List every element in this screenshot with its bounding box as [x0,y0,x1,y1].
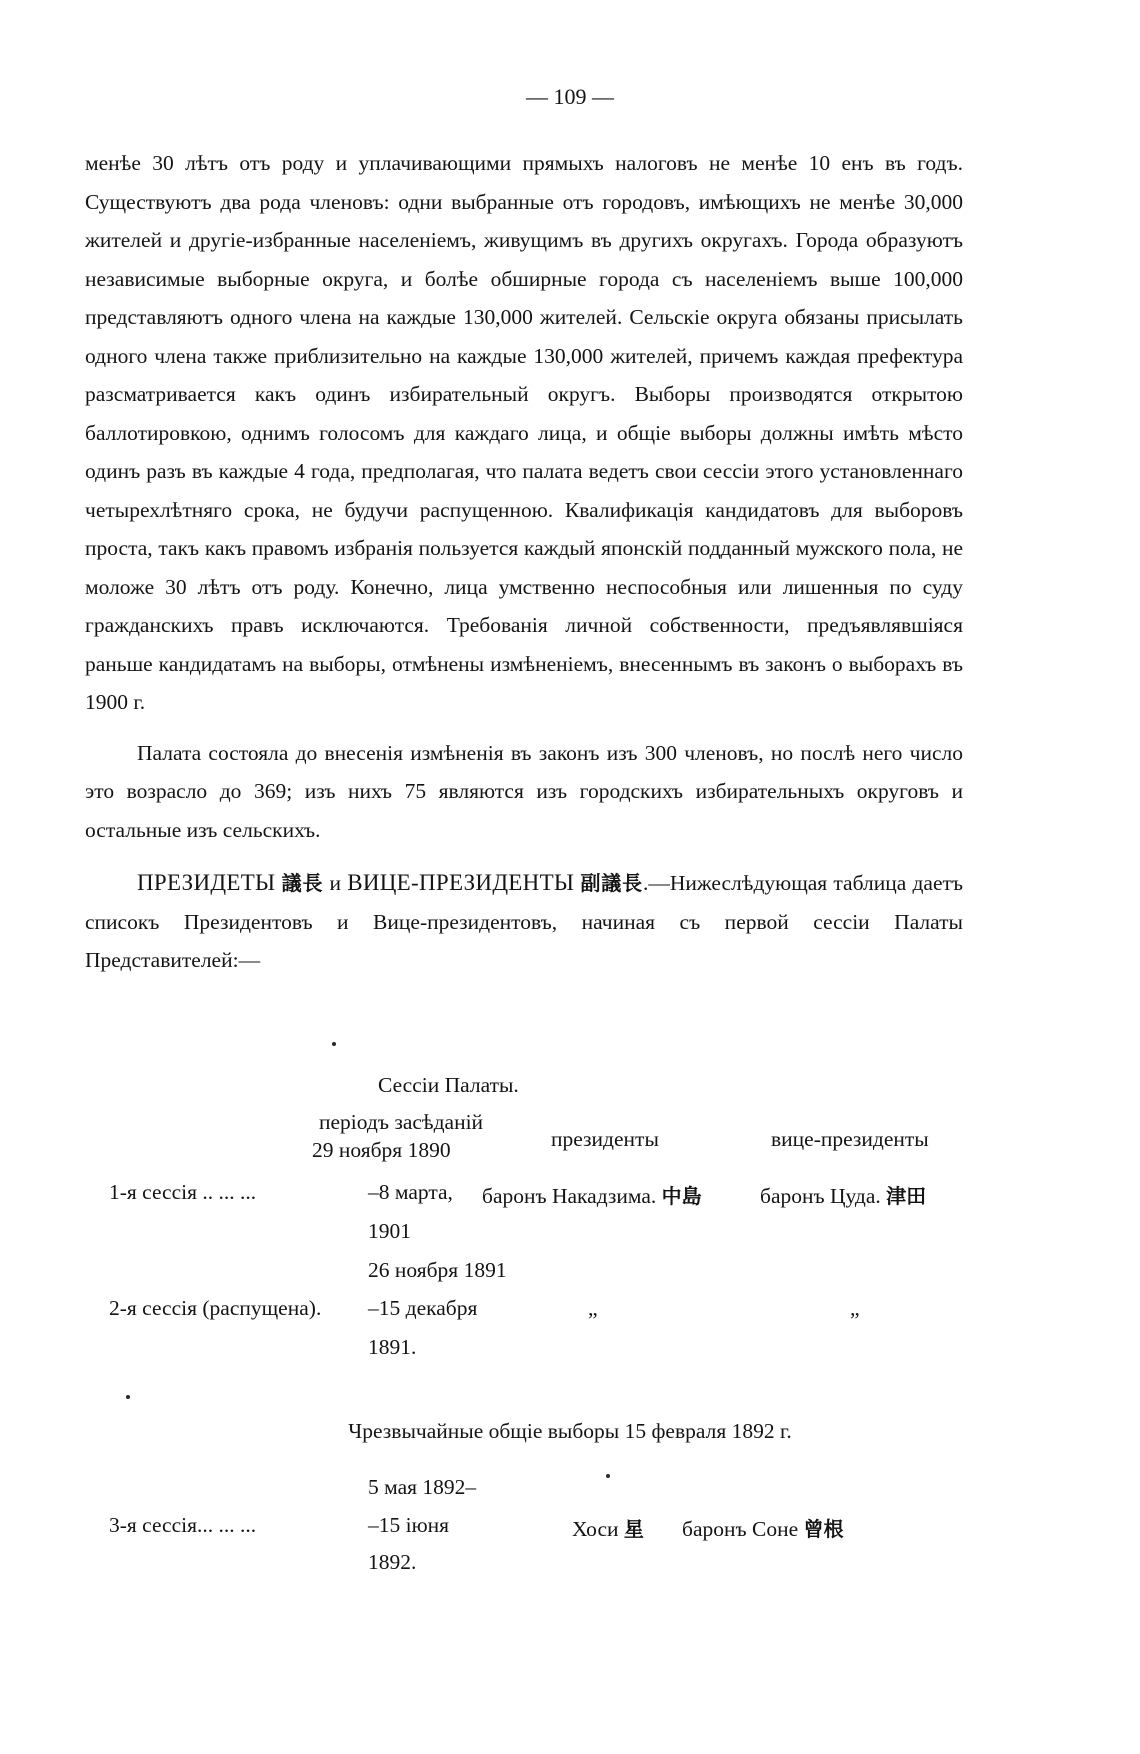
cjk-presidents: 議長 [281,871,324,895]
row-3-vice-president [682,1513,844,1542]
row-1-president-cjk: 中島 [661,1184,702,1208]
column-header-presidents: президенты [551,1127,659,1151]
extraordinary-elections-note: Чрезвычайные общіе выборы 15 февраля 1892 г. [348,1419,792,1443]
row-2-session: 2-я сессія (распущена). [109,1296,322,1320]
print-speck [126,1395,130,1399]
row-3-session: 3-я сессія... ... ... [109,1513,257,1537]
paragraph-2: Палата состояла до внесенія измѣненія въ законъ изъ 300 членовъ, но послѣ него число это возрасло до 369; изъ нихъ 75 являются изъ городскихъ избирательныхъ округовъ и остальные изъ сельскихъ. [85,740,963,842]
paragraph-1: менѣе 30 лѣтъ отъ роду и уплачивающими прямыхъ налоговъ не менѣе 10 енъ въ годъ. Существуютъ два рода членовъ: одни выбранные отъ городовъ, имѣющихъ не менѣе 30,000 жителей и другіе-избранные населеніемъ, живущимъ въ другихъ округахъ. Города образуютъ независимые выборные округа, и болѣе обширные города съ населеніемъ выше 100,000 представляютъ одного члена на каждые 130,000 жителей. Сельскіе округа обязаны присылать одного члена также приблизительно на каждые 130,000 жителей, причемъ каждая префектура разсматривается какъ одинъ избирательный округъ. Выборы производятся открытою баллотировкою, однимъ голосомъ для каждаго лица, и общіе выборы должны имѣть мѣсто одинъ разъ въ каждые 4 года, предполагая, что палата ведетъ свои сессіи этого установленнаго четырехлѣтняго срока, не будучи распущенною. Квалификація кандидатовъ для выборовъ проста, такъ какъ правомъ избранія пользуется каждый японскій подданный мужского пола, не моложе 30 лѣтъ отъ роду. Конечно, лица умственно неспособныя или лишенныя по суду гражданскихъ правъ исключаются. Требованія личной собственности, предъявлявшіяся раньше кандидатамъ на выборы, отмѣнены измѣненіемъ, внесеннымъ въ законъ о выборахъ въ 1900 г. [85,151,963,714]
row-1-president-name: баронъ Накадзима. [482,1184,657,1208]
paragraph-3 [85,864,963,980]
heading-presidents: ПРЕЗИДЕТЫ [137,870,276,895]
print-speck [606,1474,610,1478]
row-1-vice-name: баронъ Цуда. [760,1184,881,1208]
row-1-period-line-2: –8 марта, [368,1180,453,1204]
row-2-president: „ [588,1296,598,1320]
row-3-vice-name: баронъ Соне [682,1517,799,1541]
row-1-period-line-3: 1901 [368,1219,411,1243]
page-number: — 109 — [526,84,614,109]
row-2-period-line-3: 1891. [368,1335,417,1359]
row-1-president [482,1180,702,1209]
print-speck [332,1042,336,1046]
row-3-vice-cjk: 曾根 [803,1517,844,1541]
row-1-vice-president [760,1180,926,1209]
row-1-period-line-1: 29 ноября 1890 [312,1138,451,1162]
heading-conjunction: и [323,871,348,895]
row-3-president-name: Хоси [572,1517,619,1541]
table-caption: Сессіи Палаты. [378,1073,519,1097]
row-2-period-line-1: 26 ноября 1891 [368,1258,507,1282]
column-header-vice-presidents: вице-президенты [771,1127,929,1151]
row-2-period-line-2: –15 декабря [368,1296,478,1320]
row-1-session: 1-я сессія .. ... ... [109,1180,257,1204]
row-3-period-line-3: 1892. [368,1550,417,1574]
row-3-president-cjk: 星 [623,1517,644,1541]
heading-vice-presidents: ВИЦЕ-ПРЕЗИДЕНТЫ [347,870,575,895]
body-text [85,144,963,980]
row-1-vice-cjk: 津田 [886,1184,927,1208]
row-3-president [572,1513,644,1542]
column-header-period: періодъ засѣданій [319,1110,484,1134]
row-3-period-line-1: 5 мая 1892– [368,1475,477,1499]
row-3-period-line-2: –15 іюня [368,1513,450,1537]
paragraph-3-text: .—Нижеслѣдующая таблица даетъ списокъ Президентовъ и Вице-президентовъ, начиная съ первой сессіи Палаты Представителей:— [85,871,964,972]
cjk-vice-presidents: 副議長 [580,871,643,895]
row-2-vice-president: „ [850,1296,860,1320]
